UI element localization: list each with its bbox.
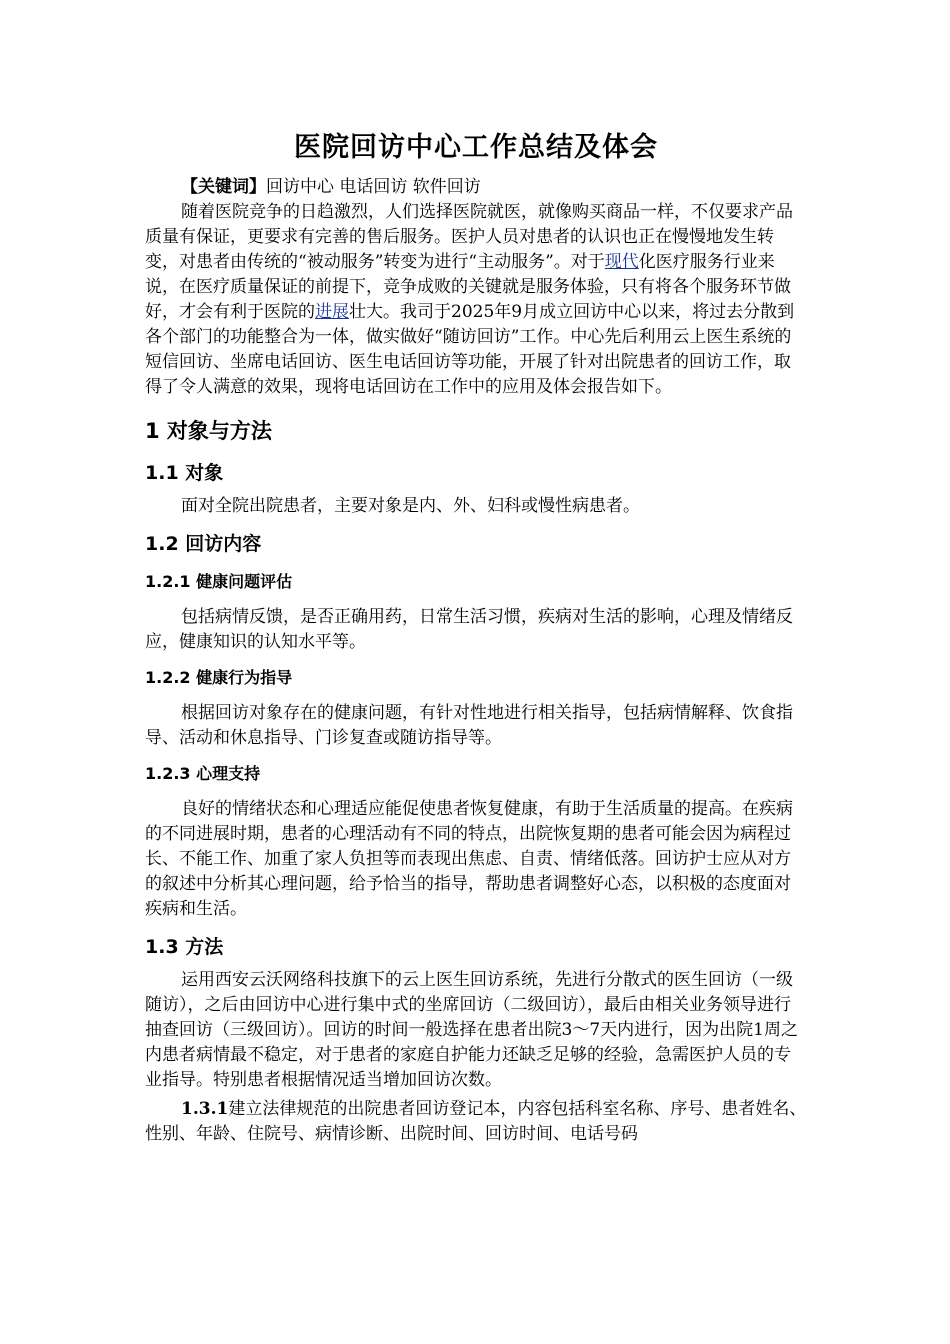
section-1-2-2-text: 根据回访对象存在的健康问题，有针对性地进行相关指导，包括病情解释、饮食指导、活动和休息指导、门诊复查或随访指导等。 [145,703,793,748]
keywords-label: 【关键词】 [181,177,266,197]
section-1-2-1-heading: 1.2.1 健康问题评估 [145,572,293,591]
section-1-2-1-text: 包括病情反馈，是否正确用药，日常生活习惯，疾病对生活的影响，心理及情绪反应，健康知识的认知水平等。 [145,607,793,652]
link-development[interactable]: 进展 [315,302,349,322]
section-1-1-heading: 1.1 对象 [145,462,224,484]
intro-text-2: 化医疗服务行业来说，在医疗质量保证的前提下，竞争成败的关键就是服务体验，只有将各个服务环节做好，才会有利于医院的 [145,252,791,322]
section-1-2-3-text: 良好的情绪状态和心理适应能促使患者恢复健康，有助于生活质量的提高。在疾病的不同进展时期，患者的心理活动有不同的特点，出院恢复期的患者可能会因为病程过长、不能工作、加重了家人负担等而表现出焦虑、自责、情绪低落。回访护士应从对方的叙述中分析其心理问题，给予恰当的指导，帮助患者调整好心态，以积极的态度面对疾病和生活。 [145,799,793,919]
section-1-3-text: 运用西安云沃网络科技旗下的云上医生回访系统，先进行分散式的医生回访（一级随访），之后由回访中心进行集中式的坐席回访（二级回访），最后由相关业务领导进行抽查回访（三级回访）。回访的时间一般选择在患者出院3～7天内进行，因为出院1周之内患者病情最不稳定，对于患者的家庭自护能力还缺乏足够的经验，急需医护人员的专业指导。特别患者根据情况适当增加回访次数。 [145,970,798,1090]
section-1-2-2-heading: 1.2.2 健康行为指导 [145,668,293,687]
section-1-heading: 1 对象与方法 [145,419,272,443]
section-1-3-1-paragraph [145,1097,807,1147]
link-modern[interactable]: 现代 [604,252,639,272]
document-page [145,128,807,1147]
section-1-1-text: 面对全院出院患者，主要对象是内、外、妇科或慢性病患者。 [181,496,640,516]
section-1-3-1-text: 建立法律规范的出院患者回访登记本，内容包括科室名称、序号、患者姓名、性别、年龄、住院号、病情诊断、出院时间、回访时间、电话号码 [145,1099,807,1144]
section-1-2-heading: 1.2 回访内容 [145,533,262,555]
intro-text-1: 随着医院竞争的日趋激烈，人们选择医院就医，就像购买商品一样，不仅要求产品质量有保证，更要求有完善的售后服务。医护人员对患者的认识也正在慢慢地发生转变，对患者由传统的“被动服务”转变为进行“主动服务”。对于 [145,202,793,272]
keywords-value: 回访中心 电话回访 软件回访 [266,177,481,197]
section-1-3-1-number: 1.3.1 [181,1099,229,1119]
intro-text-3: 壮大。我司于2025年9月成立回访中心以来，将过去分散到各个部门的功能整合为一体，做实做好“随访回访”工作。中心先后利用云上医生系统的短信回访、坐席电话回访、医生电话回访等功能，开展了针对出院患者的回访工作，取得了令人满意的效果，现将电话回访在工作中的应用及体会报告如下。 [145,302,795,397]
intro-paragraph [145,200,807,400]
section-1-2-3-heading: 1.2.3 心理支持 [145,764,261,783]
section-1-3-heading: 1.3 方法 [145,936,224,958]
document-title: 医院回访中心工作总结及体会 [294,132,658,163]
keywords-line [145,175,807,200]
